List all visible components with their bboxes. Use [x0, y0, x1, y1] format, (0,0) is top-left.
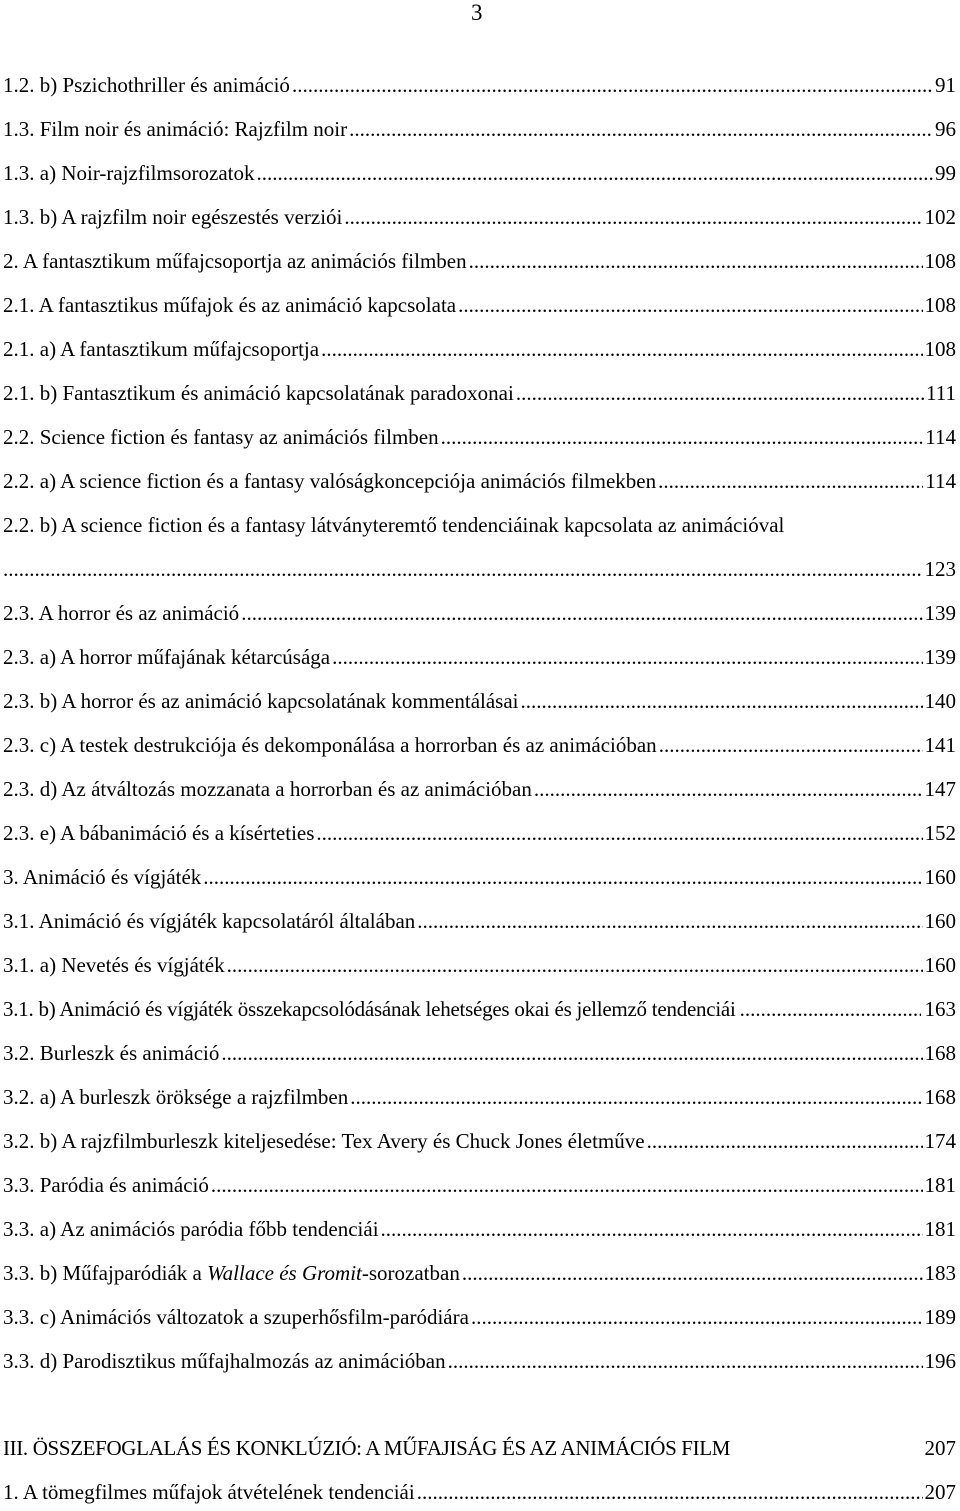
dot-leader	[257, 160, 934, 186]
toc-entry-major[interactable]	[3, 1435, 956, 1461]
toc-entry[interactable]	[3, 996, 956, 1022]
toc-entry[interactable]	[3, 380, 956, 406]
toc-entry[interactable]	[3, 600, 956, 626]
toc-entry[interactable]	[3, 1304, 956, 1330]
toc-entry[interactable]	[3, 248, 956, 274]
toc-entry-title: 2.2. Science fiction és fantasy az animációs filmben	[3, 425, 439, 449]
toc-entry-page: 147	[924, 777, 956, 801]
toc-entry-page: 189	[924, 1305, 956, 1329]
toc-entry-continuation[interactable]	[3, 556, 956, 582]
dot-leader	[417, 1479, 923, 1505]
toc-entry[interactable]	[3, 1260, 956, 1286]
toc-entry-title: 3.2. Burleszk és animáció	[3, 1041, 220, 1065]
dot-leader	[462, 1260, 923, 1286]
toc-entry-page: 114	[925, 469, 956, 493]
dot-leader	[3, 556, 923, 582]
toc-entry-title-suffix: -sorozatban	[361, 1261, 460, 1285]
toc-entry-page: 91	[935, 73, 956, 97]
toc-entry-title: 2.3. e) A bábanimáció és a kísérteties	[3, 821, 315, 845]
toc-entry[interactable]	[3, 1128, 956, 1154]
toc-entry[interactable]	[3, 336, 956, 362]
toc-entry-page: 140	[924, 689, 956, 713]
toc-entry-page: 160	[924, 953, 956, 977]
toc-entry-title: 3.3. c) Animációs változatok a szuperhősfilm-paródiára	[3, 1305, 469, 1329]
toc-entry-title-italic: Wallace és Gromit	[207, 1261, 362, 1285]
toc-entry-title: 2. A fantasztikum műfajcsoportja az animációs filmben	[3, 249, 467, 273]
toc-entry-title-prefix: 3.3. b) Műfajparódiák a	[3, 1261, 208, 1285]
dot-leader	[241, 600, 922, 626]
toc-entry-title: 3.2. b) A rajzfilmburleszk kiteljesedése: Tex Avery és Chuck Jones életműve	[3, 1129, 645, 1153]
toc-entry-title: 2.1. A fantasztikus műfajok és az animáció kapcsolata	[3, 293, 457, 317]
toc-entry-title: 3.3. Paródia és animáció	[3, 1173, 209, 1197]
dot-leader	[534, 776, 923, 802]
dot-leader	[469, 248, 923, 274]
toc-entry-page: 152	[924, 821, 956, 845]
toc-entry[interactable]	[3, 116, 956, 142]
dot-leader	[221, 1040, 922, 1066]
dot-leader	[344, 204, 922, 230]
toc-entry[interactable]	[3, 1172, 956, 1198]
dot-leader	[227, 952, 923, 978]
dot-leader	[381, 1216, 923, 1242]
toc-entry-page: 181	[924, 1173, 956, 1197]
dot-leader	[658, 468, 923, 494]
toc-entry-title	[3, 1260, 460, 1286]
toc-entry[interactable]	[3, 688, 956, 714]
toc-entry-title: 3. Animáció és vígjáték	[3, 865, 202, 889]
toc-entry-title: III. ÖSSZEFOGLALÁS ÉS KONKLÚZIÓ: A MŰFAJISÁG ÉS AZ ANIMÁCIÓS FILM	[3, 1436, 731, 1460]
toc-entry-page: 108	[924, 249, 956, 273]
dot-leader	[417, 908, 922, 934]
dot-leader	[350, 1084, 922, 1110]
toc-entry[interactable]	[3, 1084, 956, 1110]
dot-leader	[471, 1304, 923, 1330]
toc-entry-page: 108	[924, 293, 956, 317]
toc-entry-page: 139	[924, 645, 956, 669]
toc-entry-page: 207	[924, 1436, 956, 1460]
dot-leader	[448, 1348, 923, 1374]
toc-entry[interactable]	[3, 644, 956, 670]
dot-leader	[332, 644, 922, 670]
dot-leader	[521, 688, 923, 714]
toc-entry-page: 163	[924, 997, 956, 1021]
dot-leader	[516, 380, 924, 406]
toc-entry[interactable]	[3, 1216, 956, 1242]
toc-entry[interactable]	[3, 864, 956, 890]
toc-entry-title: 2.3. c) A testek destrukciója és dekomponálása a horrorban és az animációban	[3, 733, 657, 757]
toc-entry-title: 2.2. a) A science fiction és a fantasy valóságkoncepciója animációs filmekben	[3, 469, 657, 493]
toc-entry-page: 108	[924, 337, 956, 361]
toc-entry-page: 183	[924, 1261, 956, 1285]
toc-entry-page: 96	[935, 117, 956, 141]
toc-entry-title: 2.1. b) Fantasztikum és animáció kapcsolatának paradoxonai	[3, 381, 514, 405]
toc-entry[interactable]	[3, 1348, 956, 1374]
toc-entry-title: 1.2. b) Pszichothriller és animáció	[3, 73, 290, 97]
toc-entry-title: 2.3. d) Az átváltozás mozzanata a horrorban és az animációban	[3, 777, 532, 801]
toc-entry-page: 139	[924, 601, 956, 625]
toc-entry[interactable]	[3, 512, 956, 538]
toc-entry[interactable]	[3, 1479, 956, 1505]
toc-entry-title: 2.3. A horror és az animáció	[3, 601, 240, 625]
toc-entry-page: 123	[924, 557, 956, 581]
dot-leader	[659, 732, 923, 758]
toc-entry[interactable]	[3, 292, 956, 318]
dot-leader	[740, 996, 921, 1022]
toc-entry-title: 2.3. b) A horror és az animáció kapcsolatának kommentálásai	[3, 689, 519, 713]
toc-entry-title: 3.2. a) A burleszk öröksége a rajzfilmben	[3, 1085, 349, 1109]
toc-entry-title: 2.2. b) A science fiction és a fantasy látványteremtő tendenciáinak kapcsolata az animációval	[3, 513, 785, 537]
dot-leader	[647, 1128, 923, 1154]
toc-entry[interactable]	[3, 820, 956, 846]
toc-entry-title: 3.3. d) Parodisztikus műfajhalmozás az animációban	[3, 1349, 446, 1373]
dot-leader	[292, 72, 933, 98]
toc-entry-title: 3.1. b) Animáció és vígjáték összekapcsolódásának lehetséges okai és jellemző tendenciái	[3, 997, 736, 1021]
toc-entry-page: 181	[924, 1217, 956, 1241]
toc-entry[interactable]	[3, 776, 956, 802]
toc-entry-page: 160	[924, 909, 956, 933]
toc-entry-page: 174	[924, 1129, 956, 1153]
toc-entry[interactable]	[3, 72, 956, 98]
toc-entry-page: 160	[924, 865, 956, 889]
toc-entry-title: 1.3. Film noir és animáció: Rajzfilm noir	[3, 117, 348, 141]
toc-entry[interactable]	[3, 952, 956, 978]
toc-entry-page: 99	[935, 161, 956, 185]
dot-leader	[321, 336, 922, 362]
page-number: 3	[471, 0, 483, 25]
toc-entry-title: 2.1. a) A fantasztikum műfajcsoportja	[3, 337, 320, 361]
dot-leader	[203, 864, 922, 890]
toc-entry[interactable]	[3, 1040, 956, 1066]
toc-entry-title: 1.3. a) Noir-rajzfilmsorozatok	[3, 161, 255, 185]
toc-entry-page: 196	[924, 1349, 956, 1373]
toc-entry-title: 1. A tömegfilmes műfajok átvételének tendenciái	[3, 1480, 415, 1504]
toc-entry[interactable]	[3, 908, 956, 934]
toc-entry-page: 114	[925, 425, 956, 449]
toc-entry[interactable]	[3, 732, 956, 758]
dot-leader	[458, 292, 922, 318]
toc-entry-page: 168	[924, 1041, 956, 1065]
dot-leader	[211, 1172, 923, 1198]
dot-leader	[316, 820, 922, 846]
toc-entry-page: 207	[924, 1480, 956, 1504]
toc-entry-page: 168	[924, 1085, 956, 1109]
toc-entry-title: 3.3. a) Az animációs paródia főbb tendenciái	[3, 1217, 379, 1241]
toc-entry-page: 111	[926, 381, 956, 405]
toc-entry-page: 141	[924, 733, 956, 757]
toc-entry-page: 102	[924, 205, 956, 229]
toc-entry[interactable]	[3, 424, 956, 450]
toc-entry[interactable]	[3, 160, 956, 186]
toc-entry-title: 2.3. a) A horror műfajának kétarcúsága	[3, 645, 331, 669]
dot-leader	[441, 424, 924, 450]
toc-entry-title: 3.1. Animáció és vígjáték kapcsolatáról általában	[3, 909, 416, 933]
toc-entry-title: 3.1. a) Nevetés és vígjáték	[3, 953, 225, 977]
dot-leader	[349, 116, 933, 142]
toc-entry[interactable]	[3, 204, 956, 230]
toc-entry-title: 1.3. b) A rajzfilm noir egészestés verziói	[3, 205, 343, 229]
toc-entry[interactable]	[3, 468, 956, 494]
